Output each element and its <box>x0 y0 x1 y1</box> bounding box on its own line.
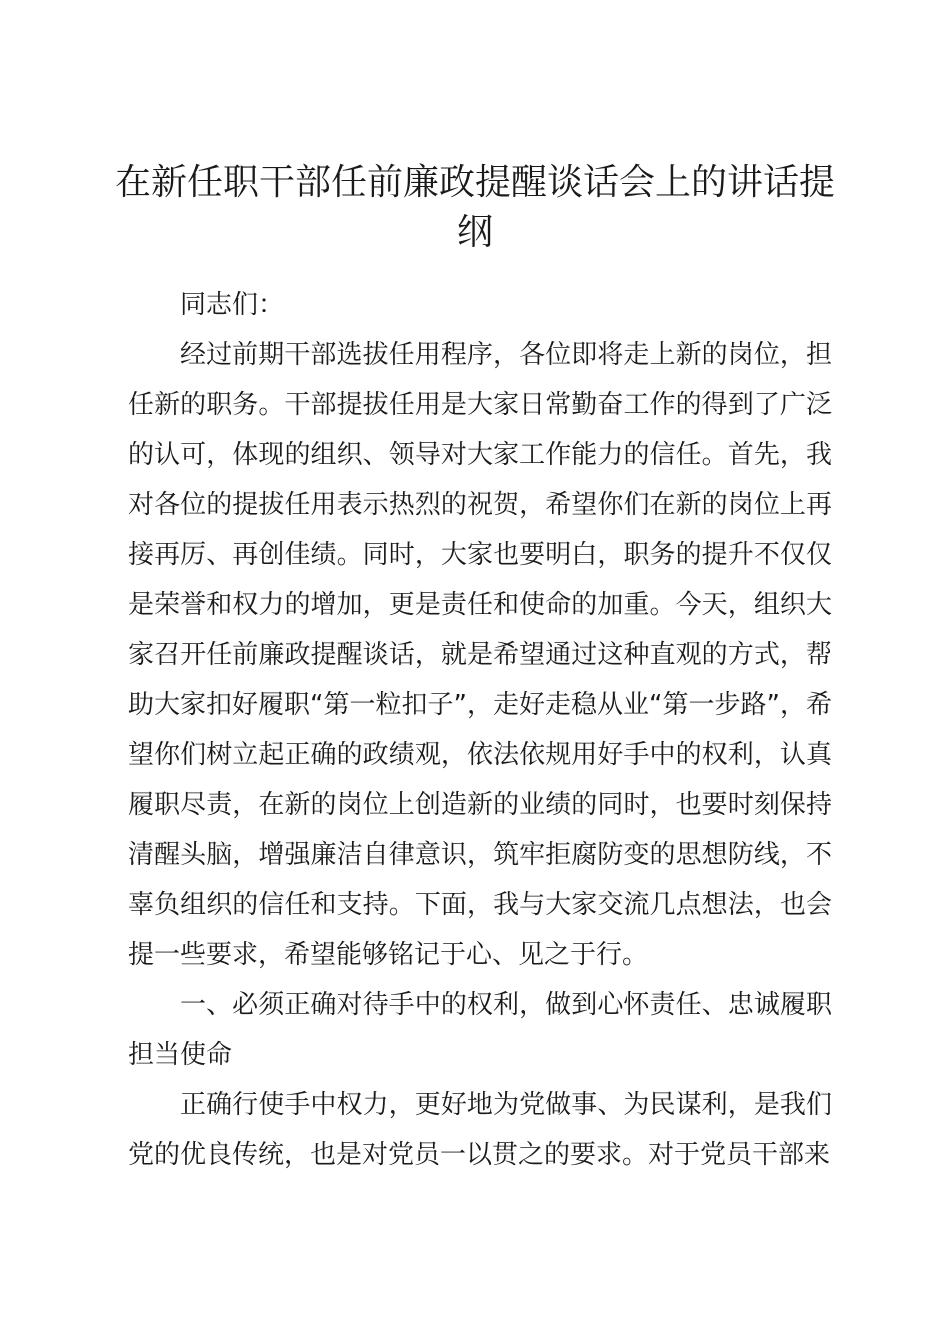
section-1-paragraph: 正确行使手中权力，更好地为党做事、为民谋利，是我们党的优良传统，也是对党员一以贯之的要求。对于党员干部来 <box>128 1090 832 1170</box>
paragraph-1: 经过前期干部选拔任用程序，各位即将走上新的岗位，担任新的职务。干部提拔任用是大家日常勤奋工作的得到了广泛的认可，体现的组织、领导对大家工作能力的信任。首先，我对各位的提拔任用表示热烈的祝贺，希望你们在新的岗位上再接再厉、再创佳绩。同时，大家也要明白，职务的提升不仅仅是荣誉和权力的增加，更是责任和使命的加重。今天，组织大家召开任前廉政提醒谈话，就是希望通过这种直观的方式，帮助大家扣好履职“第一粒扣子”，走好走稳从业“第一步路”，希望你们树立起正确的政绩观，依法依规用好手中的权利，认真履职尽责，在新的岗位上创造新的业绩的同时，也要时刻保持清醒头脑，增强廉洁自律意识，筑牢拒腐防变的思想防线，不辜负组织的信任和支持。下面，我与大家交流几点想法，也会提一些要求，希望能够铭记于心、见之于行。 <box>128 340 832 970</box>
section-heading-1: 一、必须正确对待手中的权利，做到心怀责任、忠诚履职担当使命 <box>128 990 832 1070</box>
salutation: 同志们： <box>180 290 285 320</box>
document-title: 在新任职干部任前廉政提醒谈话会上的讲话提纲 <box>114 162 835 253</box>
